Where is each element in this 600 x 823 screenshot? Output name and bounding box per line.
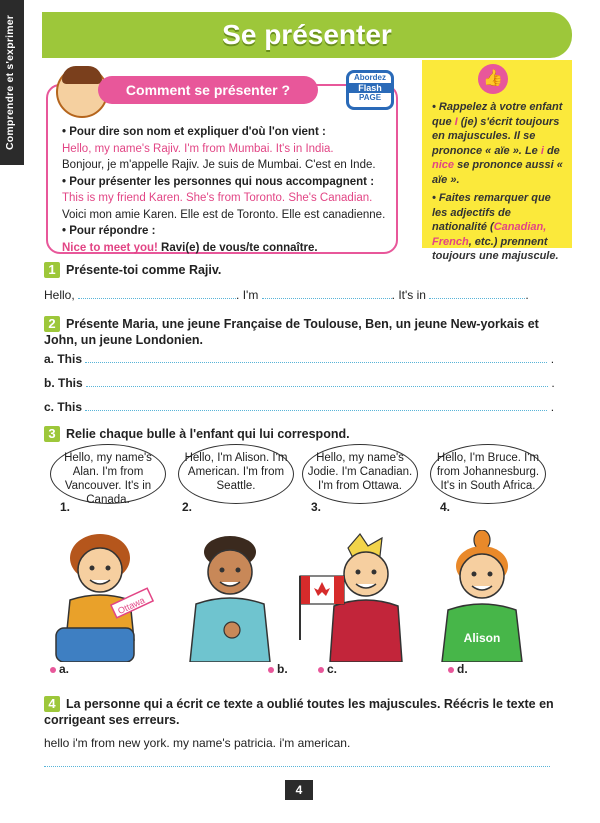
note-text-1a: • Rappelez à votre enfant que — [432, 101, 563, 128]
match-dot-a[interactable] — [50, 667, 56, 673]
letter-a: a. — [59, 662, 70, 676]
speech-bubble-3: Hello, my name's Jodie. I'm Canadian. I'm from Ottawa. — [302, 444, 418, 504]
ex2-label-b: b. This — [44, 376, 83, 390]
page-title: Se présenter — [222, 19, 392, 50]
answer-line-name[interactable] — [78, 290, 236, 299]
match-dot-c[interactable] — [318, 667, 324, 673]
flash-bottom: PAGE — [358, 93, 382, 102]
exercise-1-heading — [44, 262, 221, 278]
note-text-1c: (je) s'écrit toujours en majuscules. Il se prononce « aïe ». — [432, 115, 560, 157]
note-text-1b: I — [454, 115, 458, 128]
answer-line-city[interactable] — [262, 290, 392, 299]
lesson-line-1: • Pour dire son nom et expliquer d'où l'on vient : — [62, 126, 326, 138]
speech-bubble-1: Hello, my name's Alan. I'm from Vancouver. It's in Canada. — [50, 444, 166, 504]
exercise-1-text: Présente-toi comme Rajiv. — [66, 263, 222, 277]
ex1-hello: Hello, — [44, 288, 75, 302]
exercise-2-text: Présente Maria, une jeune Française de Toulouse, Ben, un jeune New-yorkais et John, un jeune Londonien. — [44, 317, 539, 347]
answer-line-country[interactable] — [429, 290, 525, 299]
exercise-2-row-c: c. This . — [44, 400, 555, 414]
ex1-itsin: . It's in — [391, 288, 426, 302]
exercise-4-sample: hello i'm from new york. my name's patricia. i'm american. — [44, 736, 351, 750]
match-dot-b[interactable] — [268, 667, 274, 673]
exercise-4-answer — [44, 756, 550, 770]
ex1-im: . I'm — [236, 288, 259, 302]
lesson-box — [46, 73, 398, 254]
child-label-b — [268, 662, 288, 676]
exercise-4-heading — [44, 696, 564, 728]
exercise-2-row-b: b. This . — [44, 376, 555, 390]
side-tab — [0, 0, 24, 165]
speech-bubble-2: Hello, I'm Alison. I'm American. I'm from Seattle. — [178, 444, 294, 504]
page-number: 4 — [285, 780, 313, 800]
note-text-2d: nice — [432, 159, 455, 171]
exercise-2-heading — [44, 316, 564, 348]
child-label-d — [448, 662, 468, 676]
exercise-1-row — [44, 288, 529, 302]
note-text-2e: se prononce aussi « aïe ». — [432, 159, 563, 186]
bubble-number-1: 1. — [60, 500, 71, 514]
answer-line-c[interactable] — [85, 402, 547, 411]
thumbs-up-icon: 👍 — [478, 64, 508, 94]
child-label-a — [50, 662, 69, 676]
flash-page-icon — [346, 70, 394, 110]
bubble-number-3: 3. — [311, 500, 322, 514]
exercise-3-number: 3 — [44, 426, 60, 442]
ex1-end: . — [525, 288, 529, 302]
note-text-2c: de — [543, 144, 560, 157]
note-text-2b: i — [540, 144, 544, 157]
exercise-2-number: 2 — [44, 316, 60, 332]
answer-line-a[interactable] — [85, 354, 547, 363]
match-dot-d[interactable] — [448, 667, 454, 673]
child-illustration-d — [428, 530, 540, 662]
letter-b: b. — [277, 662, 288, 676]
exercise-4-number: 4 — [44, 696, 60, 712]
child-illustration-c — [298, 530, 410, 662]
title-bar — [42, 12, 572, 58]
exercise-1-number: 1 — [44, 262, 60, 278]
child-illustration-a — [48, 530, 160, 662]
lesson-line-6: Voici mon amie Karen. Elle est de Toronto. Elle est canadienne. — [62, 208, 386, 221]
bubble-number-2: 2. — [182, 500, 193, 514]
child-illustration-b — [172, 530, 284, 662]
letter-c: c. — [327, 662, 338, 676]
exercise-2-row-a: a. This . — [44, 352, 555, 366]
lesson-line-8a: Nice to meet you! — [62, 241, 158, 254]
luggage-tag-text: Ottawa — [116, 594, 147, 617]
shirt-text: Alison — [463, 631, 501, 645]
ex2-label-c: c. This — [44, 400, 83, 414]
flash-mid: Flash — [349, 83, 391, 93]
answer-line-b[interactable] — [86, 378, 548, 387]
note-text-3b: Canadian, French — [432, 221, 547, 248]
exercise-3-heading — [44, 426, 350, 442]
side-tab-label: Comprendre et s'exprimer — [4, 14, 16, 150]
bubble-number-4: 4. — [440, 500, 451, 514]
letter-d: d. — [457, 662, 468, 676]
lesson-body — [62, 124, 386, 256]
lesson-line-4: • Pour présenter les personnes qui nous accompagnent : — [62, 175, 375, 188]
lesson-line-7: • Pour répondre : — [62, 225, 156, 237]
lesson-line-8b: Ravi(e) de vous/te connaître. — [157, 241, 318, 254]
exercise-3-text: Relie chaque bulle à l'enfant qui lui correspond. — [66, 427, 350, 441]
lesson-line-5: This is my friend Karen. She's from Toronto. She's Canadian. — [62, 192, 373, 204]
lesson-line-3: Bonjour, je m'appelle Rajiv. Je suis de Mumbai. C'est en Inde. — [62, 159, 376, 171]
note-text-2a: Le — [524, 144, 541, 157]
speech-bubble-4: Hello, I'm Bruce. I'm from Johannesburg. It's in South Africa. — [430, 444, 546, 504]
flash-top: Abordez — [354, 73, 386, 82]
lesson-line-2: Hello, my name's Rajiv. I'm from Mumbai. It's in India. — [62, 142, 334, 155]
note-text-3a: • Faites remarquer que les adjectifs de nationalité ( — [432, 192, 551, 233]
parent-note — [422, 60, 572, 262]
child-label-c — [318, 662, 337, 676]
exercise-4-text: La personne qui a écrit ce texte a oublié toutes les majuscules. Réécris le texte en corrigeant ses erreurs. — [44, 697, 554, 727]
ex2-label-a: a. This — [44, 352, 83, 366]
answer-line-rewrite[interactable] — [44, 758, 550, 767]
note-text-3c: , etc.) prennent toujours une majuscule. — [432, 235, 559, 262]
lesson-heading: Comment se présenter ? — [98, 76, 318, 104]
